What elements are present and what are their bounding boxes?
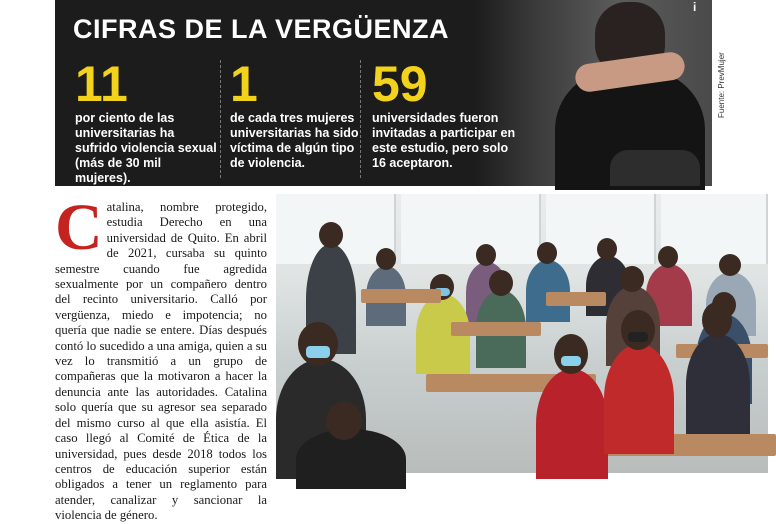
photo-person-head	[658, 246, 678, 268]
photo-person	[536, 369, 608, 479]
face-mask	[628, 332, 648, 342]
article-text: atalina, nombre protegido, estudia Derecho en una universidad de Quito. En abril de 2021, cursaba su quinto semestre cuando fue agredida sexualmente por un compañero dentro del recinto universitario. Calló por vergüenza, miedo e impotencia; no quería que nadie se entere. Días después contó lo sucedido a una amiga, quien a su vez lo transmitió a un grupo de compañeras que la motivaron a hacer la denuncia ante las autoridades. Catalina solo quería que su agresor sea separado del mismo curso al que ella asistía. El caso llegó al Comité de Ética de la universidad, pues desde 2018 todos los centros de educación superior están obligados a tener un reglamento para atender, canalizar y sancionar la violencia de género.	[55, 200, 267, 523]
banner-title: CIFRAS DE LA VERGÜENZA	[73, 14, 450, 44]
source-credit: Fuente: PrevMujer	[717, 52, 726, 118]
stat-divider	[360, 60, 361, 178]
photo-person	[526, 260, 570, 322]
photo-person-head	[702, 302, 732, 338]
photo-person	[604, 344, 674, 454]
photo-person-head	[620, 266, 644, 292]
photo-window	[401, 194, 541, 264]
stat-text: universidades fueron invitadas a participar en este estudio, pero solo 16 aceptaron.	[372, 111, 516, 170]
photo-person-head	[326, 402, 362, 440]
photo-person-head	[376, 248, 396, 270]
stat-number: 1	[230, 56, 258, 112]
info-icon: i	[693, 0, 697, 14]
photo-person	[686, 334, 750, 434]
stat-block	[230, 56, 360, 171]
photo-person-head	[476, 244, 496, 266]
stat-number: 11	[75, 56, 128, 112]
photo-person-head	[554, 334, 588, 374]
photo-person-head	[298, 322, 338, 366]
face-mask	[561, 356, 581, 366]
photo-person-head	[319, 222, 343, 248]
classroom-photo	[276, 194, 768, 473]
photo-person-head	[597, 238, 617, 260]
photo-desk	[451, 322, 541, 336]
statistics-banner	[55, 0, 712, 186]
photo-desk	[546, 292, 606, 306]
stat-divider	[220, 60, 221, 178]
photo-person-head	[719, 254, 741, 276]
photo-desk	[361, 289, 441, 303]
photo-person-head	[489, 270, 513, 296]
stat-number: 59	[372, 56, 428, 112]
face-mask	[306, 346, 330, 358]
photo-person-head	[621, 310, 655, 350]
stat-text: por ciento de las universitarias ha sufrido violencia sexual (más de 30 mil mujeres).	[75, 111, 217, 185]
photo-person-head	[537, 242, 557, 264]
drop-cap: C	[55, 191, 103, 264]
stat-block	[75, 56, 220, 186]
photo-figure-leg	[610, 150, 700, 186]
stat-text: de cada tres mujeres universitarias ha sido víctima de algún tipo de violencia.	[230, 111, 359, 170]
article-body	[55, 191, 267, 524]
stat-block	[372, 56, 522, 171]
